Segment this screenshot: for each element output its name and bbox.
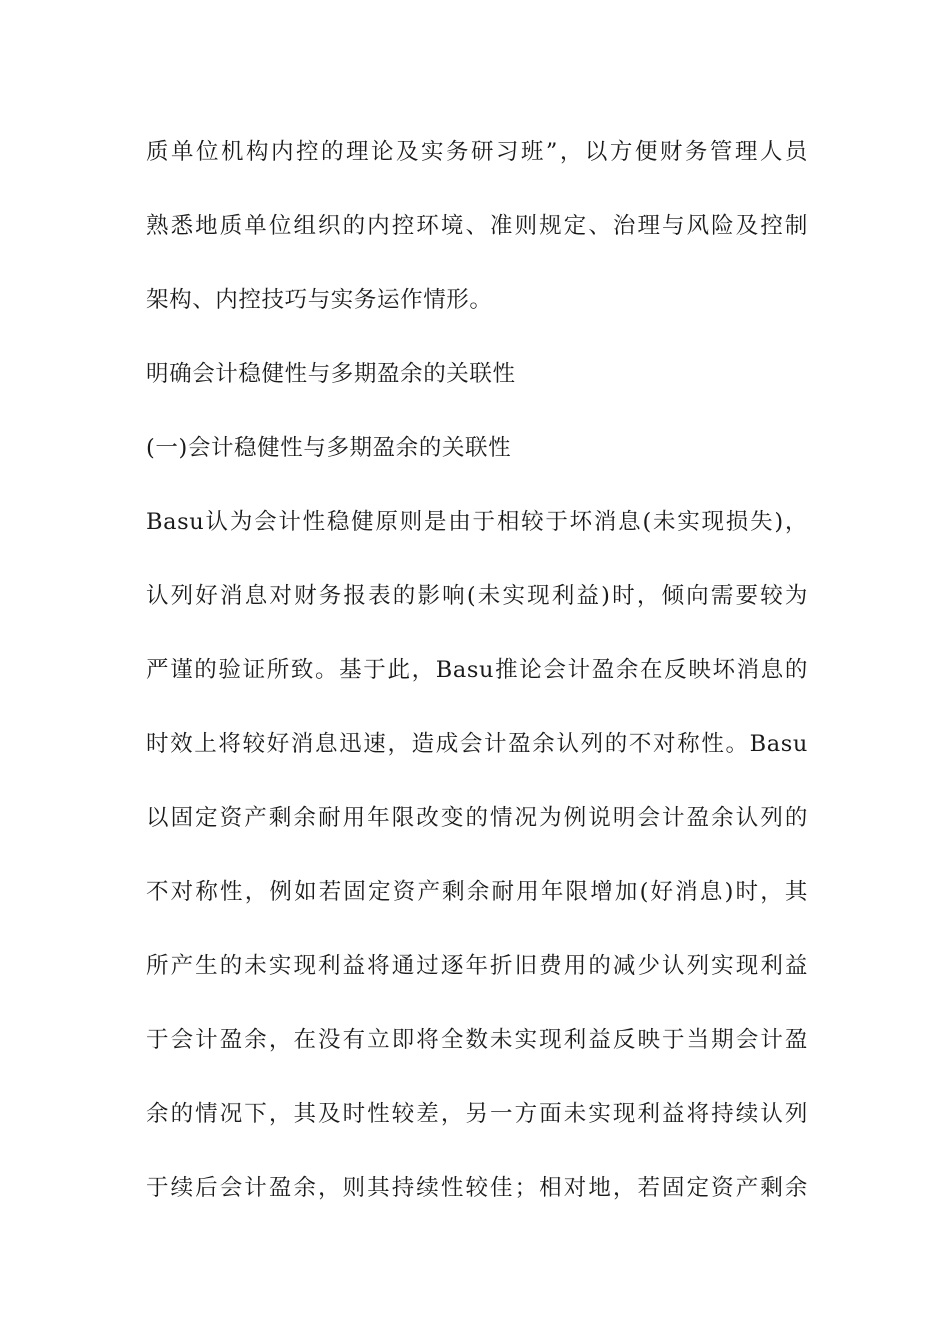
text-line-9: 时效上将较好消息迅速，造成会计盈余认列的不对称性。Basu [146, 731, 808, 757]
text-line-8: 严谨的验证所致。基于此，Basu推论会计盈余在反映坏消息的 [146, 657, 808, 683]
section-heading: 明确会计稳健性与多期盈余的关联性 [146, 361, 516, 387]
text-line-3: 架构、内控技巧与实务运作情形。 [146, 287, 493, 313]
text-line-11: 不对称性，例如若固定资产剩余耐用年限增加(好消息)时，其 [146, 879, 808, 905]
text-line-1: 质单位机构内控的理论及实务研习班”，以方便财务管理人员 [146, 139, 808, 165]
text-line-10: 以固定资产剩余耐用年限改变的情况为例说明会计盈余认列的 [146, 805, 808, 831]
text-line-15: 于续后会计盈余，则其持续性较佳；相对地，若固定资产剩余 [146, 1175, 808, 1201]
text-line-2: 熟悉地质单位组织的内控环境、准则规定、治理与风险及控制 [146, 213, 808, 239]
text-line-7: 认列好消息对财务报表的影响(未实现利益)时，倾向需要较为 [146, 583, 808, 609]
text-line-6: Basu认为会计性稳健原则是由于相较于坏消息(未实现损失)， [146, 509, 808, 535]
body-text [146, 128, 808, 1238]
text-line-13: 于会计盈余，在没有立即将全数未实现利益反映于当期会计盈 [146, 1027, 808, 1053]
text-line-12: 所产生的未实现利益将通过逐年折旧费用的减少认列实现利益 [146, 953, 808, 979]
subsection-heading: (一)会计稳健性与多期盈余的关联性 [146, 435, 512, 461]
text-line-14: 余的情况下，其及时性较差，另一方面未实现利益将持续认列 [146, 1101, 808, 1127]
